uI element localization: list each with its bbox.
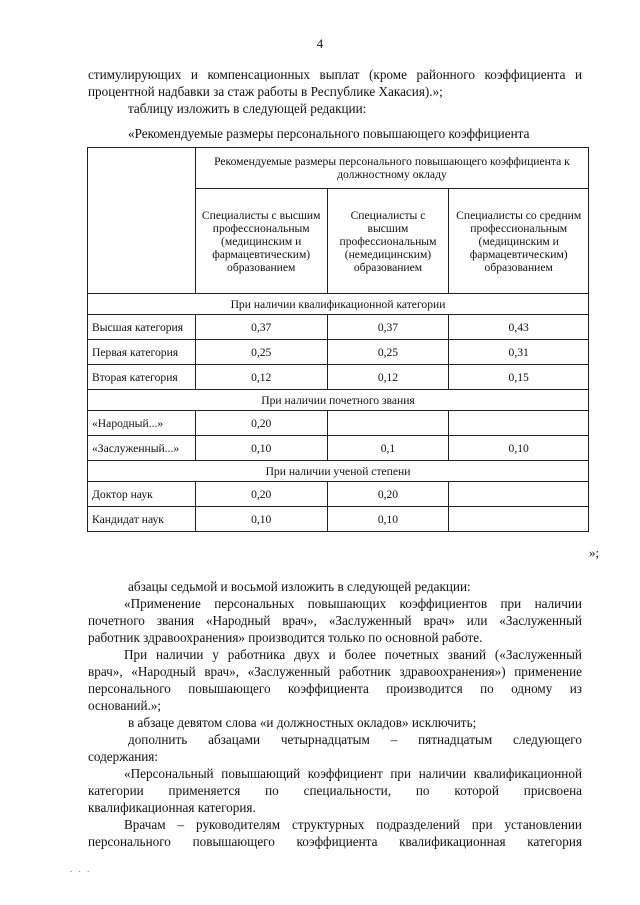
row-label: «Народный...»: [88, 411, 196, 436]
cell-value: 0,1: [327, 436, 449, 461]
paragraph-2-line-2: почетного звания «Народный врач», «Заслуженный врач» или «Заслуженный: [88, 613, 582, 628]
header-col-2: Специалисты с высшим профессиональным (немедицинским) образованием: [327, 189, 449, 294]
header-main: Рекомендуемые размеры персонального повышающего коэффициента к должностному окладу: [195, 148, 588, 189]
page-number: 4: [316, 36, 324, 51]
cell-value: 0,10: [195, 436, 327, 461]
row-label: Первая категория: [88, 340, 196, 365]
cell-value: 0,10: [449, 436, 589, 461]
header-col-1: Специалисты с высшим профессиональным (медицинским и фармацевтическим) образованием: [195, 189, 327, 294]
paragraph-4: в абзаце девятом слова «и должностных окладов» исключить;: [128, 715, 477, 730]
intro-line-2: процентной надбавки за стаж работы в Республике Хакасия).»;: [88, 84, 443, 99]
cell-value: 0,15: [449, 365, 589, 390]
cell-value: 0,20: [327, 482, 449, 507]
cell-value: 0,10: [327, 507, 449, 532]
row-label: Высшая категория: [88, 315, 196, 340]
cell-value: 0,20: [195, 411, 327, 436]
paragraph-6-line-1: «Персональный повышающий коэффициент при наличии квалификационной: [124, 766, 582, 781]
table-row: [88, 436, 589, 461]
paragraph-2-line-3: работник здравоохранения» производится только по основной работе.: [88, 630, 483, 645]
intro-line-3: таблицу изложить в следующей редакции:: [128, 101, 367, 116]
paragraph-5-line-1: дополнить абзацами четырнадцатым – пятнадцатым следующего: [128, 732, 582, 747]
empty-corner-cell: [88, 148, 196, 294]
cell-value: [449, 482, 589, 507]
cell-value: 0,12: [195, 365, 327, 390]
coefficient-table: [87, 147, 589, 532]
intro-line-1: стимулирующих и компенсационных выплат (кроме районного коэффициента и: [88, 67, 582, 82]
paragraph-7-line-1: Врачам – руководителям структурных подразделений при установлении: [124, 817, 582, 832]
section-row: [88, 461, 589, 482]
paragraph-3-line-1: При наличии у работника двух и более почетных званий («Заслуженный: [124, 647, 582, 662]
table-row: [88, 315, 589, 340]
table-row: [88, 482, 589, 507]
paragraph-7-line-2: персонального повышающего коэффициента квалификационная категория: [88, 834, 582, 849]
paragraph-5-line-2: содержания:: [88, 749, 159, 764]
cell-value: 0,20: [195, 482, 327, 507]
paragraph-3-line-2: врач», «Народный врач», «Заслуженный работник здравоохранения») применение: [88, 664, 582, 679]
paragraph-1: абзацы седьмой и восьмой изложить в следующей редакции:: [128, 579, 471, 594]
cell-value: 0,43: [449, 315, 589, 340]
table-closing-quote: »;: [589, 545, 600, 560]
cell-value: 0,25: [195, 340, 327, 365]
paragraph-6-line-3: квалификационная категория.: [88, 800, 256, 815]
section-academic-degree: При наличии ученой степени: [88, 461, 589, 482]
paragraph-6-line-2: категории применяется по специальности, по которой присвоена: [88, 783, 582, 798]
scan-artifact-dots: . . .: [70, 864, 92, 874]
cell-value: [327, 411, 449, 436]
section-row: [88, 294, 589, 315]
cell-value: 0,31: [449, 340, 589, 365]
table-row: [88, 365, 589, 390]
row-label: Доктор наук: [88, 482, 196, 507]
cell-value: 0,25: [327, 340, 449, 365]
table-row: [88, 507, 589, 532]
cell-value: 0,37: [327, 315, 449, 340]
section-honorary-title: При наличии почетного звания: [88, 390, 589, 411]
cell-value: [449, 411, 589, 436]
cell-value: 0,10: [195, 507, 327, 532]
cell-value: 0,12: [327, 365, 449, 390]
table-header-row: [88, 148, 589, 189]
table-row: [88, 411, 589, 436]
section-qualification: При наличии квалификационной категории: [88, 294, 589, 315]
cell-value: 0,37: [195, 315, 327, 340]
paragraph-2-line-1: «Применение персональных повышающих коэффициентов при наличии: [124, 596, 582, 611]
paragraph-3-line-4: оснований.»;: [88, 698, 162, 713]
section-row: [88, 390, 589, 411]
cell-value: [449, 507, 589, 532]
paragraph-3-line-3: персонального повышающего коэффициента производится по одному из: [88, 681, 582, 696]
header-col-3: Специалисты со средним профессиональным (медицинским и фармацевтическим) образованием: [449, 189, 589, 294]
row-label: Вторая категория: [88, 365, 196, 390]
table-row: [88, 340, 589, 365]
table-title: «Рекомендуемые размеры персонального повышающего коэффициента: [128, 126, 530, 141]
row-label: «Заслуженный...»: [88, 436, 196, 461]
row-label: Кандидат наук: [88, 507, 196, 532]
